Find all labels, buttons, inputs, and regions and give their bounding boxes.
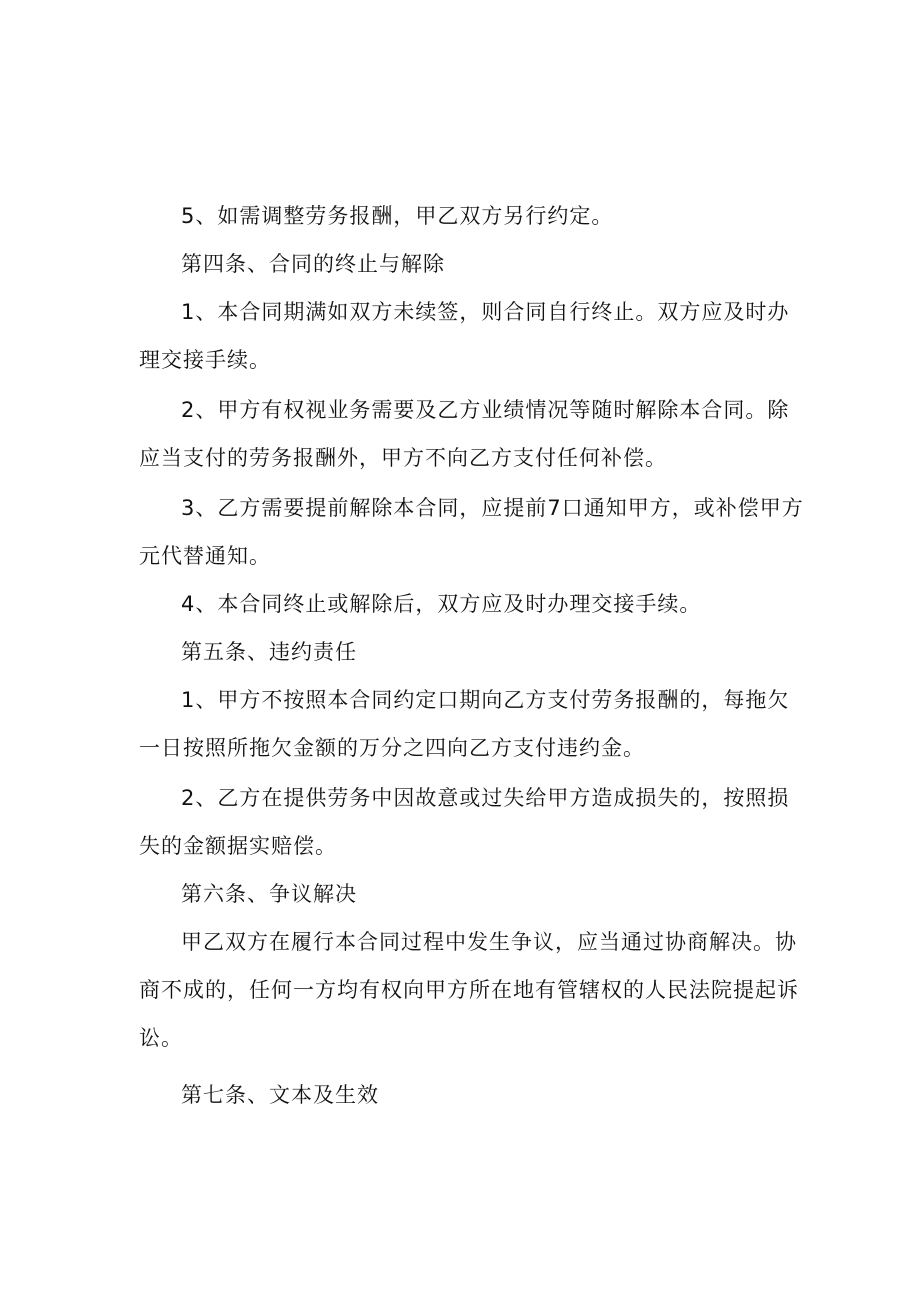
paragraph-line: 4、本合同终止或解除后，双方应及时办理交接手续。 xyxy=(181,592,702,616)
paragraph-line: 理交接手续。 xyxy=(139,348,271,372)
paragraph-dispute xyxy=(139,918,799,1062)
paragraph-liability-2 xyxy=(139,774,790,870)
section-heading-7 xyxy=(139,1071,781,1119)
paragraph-line: 商不成的，任何一方均有权向甲方所在地有管辖权的人民法院提起诉 xyxy=(139,978,799,1002)
paragraph-termination-3 xyxy=(139,484,804,580)
paragraph-termination-1 xyxy=(139,288,790,384)
paragraph-line: 1、甲方不按照本合同约定口期向乙方支付劳务报酬的，每拖欠 xyxy=(181,688,790,712)
paragraph-line: 1、本合同期满如双方未续签，则合同自行终止。双方应及时办 xyxy=(181,300,790,324)
heading-line: 第四条、合同的终止与解除 xyxy=(181,252,445,276)
section-heading-5 xyxy=(139,628,781,676)
paragraph-liability-1 xyxy=(139,676,790,772)
paragraph-line: 3、乙方需要提前解除本合同，应提前7口通知甲方，或补偿甲方 xyxy=(181,496,804,520)
paragraph-line: 讼。 xyxy=(139,1026,183,1050)
paragraph-line: 5、如需调整劳务报酬，甲乙双方另行约定。 xyxy=(181,204,614,228)
paragraph-line: 元代替通知。 xyxy=(139,544,271,568)
section-heading-6 xyxy=(139,870,781,918)
section-heading-4 xyxy=(139,240,781,288)
heading-line: 第六条、争议解决 xyxy=(181,882,357,906)
paragraph-termination-2 xyxy=(139,386,790,482)
paragraph-line: 甲乙双方在履行本合同过程中发生争议，应当通过协商解决。协 xyxy=(181,930,797,954)
paragraph-line: 一日按照所拖欠金额的万分之四向乙方支付违约金。 xyxy=(139,736,645,760)
paragraph-line: 2、乙方在提供劳务中因故意或过失给甲方造成损失的，按照损 xyxy=(181,786,790,810)
paragraph-termination-4 xyxy=(139,580,781,628)
paragraph-line: 应当支付的劳务报酬外，甲方不向乙方支付任何补偿。 xyxy=(139,446,667,470)
heading-line: 第七条、文本及生效 xyxy=(181,1083,379,1107)
paragraph-item-5 xyxy=(139,192,781,240)
paragraph-line: 失的金额据实赔偿。 xyxy=(139,834,337,858)
paragraph-line: 2、甲方有权视业务需要及乙方业绩情况等随时解除本合同。除 xyxy=(181,398,790,422)
heading-line: 第五条、违约责任 xyxy=(181,640,357,664)
